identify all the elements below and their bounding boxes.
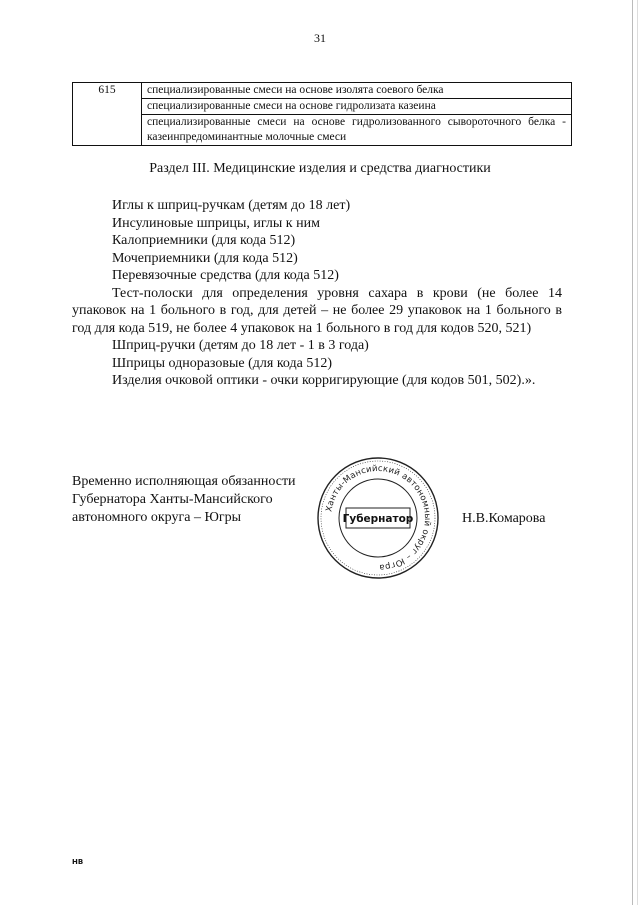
table-cell: специализированные смеси на основе гидролизата казеина [142, 99, 572, 115]
seal-ring-text: Ханты-Мансийский автономный округ – Югра [324, 463, 433, 573]
table-row [73, 99, 572, 115]
scan-edge-line [637, 0, 638, 905]
list-item: Изделия очковой оптики - очки корригирующие (для кодов 501, 502).». [112, 373, 536, 388]
footer-mark: НВ [72, 858, 84, 866]
table-cell: специализированные смеси на основе гидролизованного сывороточного белка - казеинпредоминантные молочные смеси [142, 115, 572, 146]
seal-center-text: Губернатор [342, 513, 414, 525]
signatory-title [72, 473, 296, 527]
official-seal [316, 456, 440, 580]
signatory-line: Временно исполняющая обязанности [72, 474, 296, 489]
list-item: Перевязочные средства (для кода 512) [112, 268, 339, 283]
list-item: Шприцы одноразовые (для кода 512) [112, 355, 333, 371]
list-item: Калоприемники (для кода 512) [112, 233, 296, 248]
signatory-line: автономного округа – Югры [72, 510, 241, 525]
table-row [73, 83, 572, 99]
table-row [73, 115, 572, 146]
list-item: Тест-полоски для определения уровня сахара в крови (не более 14 упаковок на 1 больного в год, для детей – не более 29 упаковок на 1 больного в год для кода 519, не более 4 упаковок на 1 больного в год для кодов 520, 521) [72, 285, 562, 336]
list-item: Шприц-ручки (детям до 18 лет - 1 в 3 года) [112, 338, 369, 353]
medical-items-list [72, 197, 562, 390]
page-number: 31 [314, 31, 326, 45]
list-item: Инсулиновые шприцы, иглы к ним [112, 215, 320, 231]
signer-name: Н.В.Комарова [462, 511, 546, 526]
section-title: Раздел III. Медицинские изделия и средства диагностики [149, 161, 491, 176]
list-item: Иглы к шприц-ручкам (детям до 18 лет) [112, 198, 351, 213]
nutrition-mix-table [72, 82, 572, 146]
code-cell: 615 [73, 83, 142, 146]
table-cell: специализированные смеси на основе изолята соевого белка [142, 83, 572, 99]
scan-edge-line [632, 0, 633, 905]
signatory-line: Губернатора Ханты-Мансийского [72, 492, 273, 507]
list-item: Мочеприемники (для кода 512) [112, 250, 298, 266]
